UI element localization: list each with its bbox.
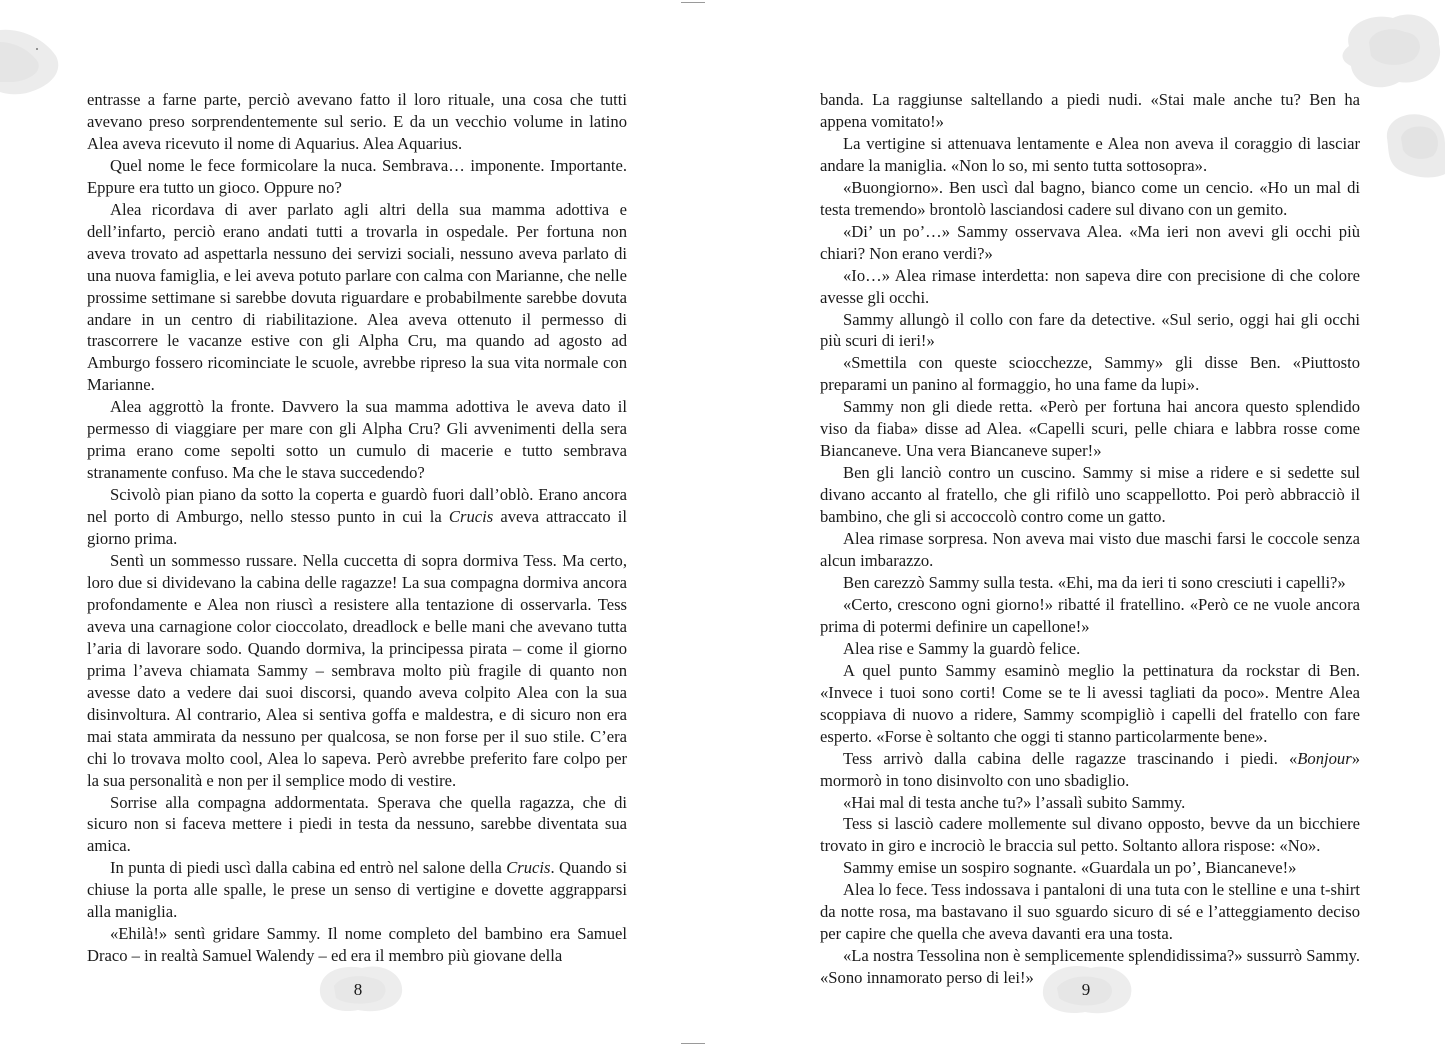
paragraph: Sammy emise un sospiro sognante. «Guardala un po’, Biancaneve!»	[843, 858, 1297, 878]
paragraph: Ben gli lanciò contro un cuscino. Sammy si mise a ridere e si sedette sul divano accanto al fratello, che gli rifilò uno scappellotto. Poi però abbracciò il bambino, che gli si accoccolò contro come un gatto.	[820, 463, 1360, 527]
paragraph: Ben carezzò Sammy sulla testa. «Ehi, ma da ieri ti sono cresciuti i capelli?»	[843, 572, 1346, 592]
paragraph: Sorrise alla compagna addormentata. Sperava che quella ragazza, che di sicuro non si faceva mettere i piedi in testa da nessuno, sarebbe diventata sua amica.	[87, 792, 627, 856]
paragraph: «Certo, crescono ogni giorno!» ribatté il fratellino. «Però ce ne vuole ancora prima di potermi definire un capellone!»	[820, 594, 1360, 636]
ink-speck	[36, 48, 38, 50]
paragraph: entrasse a farne parte, perciò avevano fatto il loro rituale, una cosa che tutti avevano preso sorprendentemente sul serio. E da un vecchio volume in latino Alea aveva ricevuto il nome di Aquarius. Alea Aquarius.	[87, 90, 627, 153]
paragraph: Alea lo fece. Tess indossava i pantaloni di una tuta con le stelline e una t-shirt da notte rosa, ma bastavano il suo sguardo sicuro di sé e l’atteggiamento deciso per capire che quella che aveva davanti era una tosta.	[820, 880, 1360, 944]
watercolor-blot-right-edge	[1377, 108, 1445, 180]
paragraph: Alea rimase sorpresa. Non aveva mai visto due maschi farsi le coccole senza alcun imbarazzo.	[820, 529, 1360, 571]
paragraph: banda. La raggiunse saltellando a piedi nudi. «Stai male anche tu? Ben ha appena vomitato!»	[820, 90, 1360, 131]
paragraph: «Ehilà!» sentì gridare Sammy. Il nome completo del bambino era Samuel Draco – in realtà Samuel Walendy – ed era il membro più giovane della	[87, 924, 627, 966]
paragraph: Scivolò pian piano da sotto la coperta e guardò fuori dall’oblò. Erano ancora nel porto di Amburgo, nello stesso punto in cui la Crucis aveva attraccato il giorno prima.	[87, 485, 627, 549]
italic-word: Crucis	[506, 858, 551, 878]
paragraph: «Smettila con queste sciocchezze, Sammy» gli disse Ben. «Piuttosto preparami un panino al formaggio, ho una fame da lupi».	[820, 353, 1360, 395]
paragraph: Alea aggrottò la fronte. Davvero la sua mamma adottiva le aveva dato il permesso di viaggiare per mare con gli Alpha Cru? Gli avvenimenti della sera prima erano come sepolti sotto un cumulo di macerie e tutto sembrava stranamente confuso. Ma che le stava succedendo?	[87, 397, 627, 483]
paragraph: Sentì un sommesso russare. Nella cuccetta di sopra dormiva Tess. Ma certo, loro due si dividevano la cabina delle ragazze! La sua compagna dormiva ancora profondamente e Alea non riuscì a resistere alla tentazione di osservarla. Tess aveva una carnagione color cioccolato, dreadlock e belle mani che avevano tutta l’aria di lavorare sodo. Quando dormiva, la principessa pirata – come il giorno prima l’aveva chiamata Sammy – sembrava molto più fragile di quanto non avesse dato a vedere dai suoi discorsi, quando aveva colpito Alea con la sua disinvoltura. Al contrario, Alea si sentiva goffa e maldestra, e di sicuro non era mai stata ammirata da nessuno per qualcosa, se non forse per il suo stile. C’era chi lo trovava molto cool, Alea lo sapeva. Però avrebbe preferito fare colpo per la sua personalità e non per il semplice modo di vestire.	[87, 551, 627, 790]
paragraph: Sammy non gli diede retta. «Però per fortuna hai ancora questo splendido viso da fiaba» disse ad Alea. «Capelli scuri, pelle chiara e labbra rosse come Biancaneve. Una vera Biancaneve super!»	[820, 397, 1360, 461]
paragraph: «Io…» Alea rimase interdetta: non sapeva dire con precisione di che colore avesse gli occhi.	[820, 265, 1360, 307]
right-page	[723, 0, 1445, 1046]
left-page-text	[87, 89, 627, 967]
watercolor-blot-top-right	[1329, 6, 1445, 96]
paragraph: Tess si lasciò cadere mollemente sul divano opposto, bevve da un bicchiere trovato in giro e incrociò le braccia sul petto. Soltanto allora rispose: «No».	[820, 814, 1360, 856]
paragraph: Alea ricordava di aver parlato agli altri della sua mamma adottiva e dell’infarto, perciò erano andati tutti a trovarla in ospedale. Per fortuna non aveva trovato ad aspettarla nessuno dei servizi sociali, nessuno aveva parlato di una nuova famiglia, e lei aveva potuto parlare con calma con Marianne, che nelle prossime settimane si sarebbe dovuta riguardare e probabilmente sarebbe dovuta andare in un centro di riabilitazione. Alea aveva ottenuto il permesso di trascorrere le vacanze estive con gli Alpha Cru, ma quando ad agosto ad Amburgo fossero ricominciate le scuole, avrebbe ripreso la sua vita normale con Marianne.	[87, 199, 627, 395]
watercolor-blot-top-left	[0, 22, 80, 102]
page-number: 8	[353, 980, 363, 999]
right-page-text	[820, 89, 1360, 989]
paragraph: «Buongiorno». Ben uscì dal bagno, bianco come un cencio. «Ho un mal di testa tremendo» brontolò lasciandosi cadere sul divano con un gemito.	[820, 177, 1360, 219]
italic-word: Bonjour	[1297, 748, 1352, 768]
paragraph: Sammy allungò il collo con fare da detective. «Sul serio, oggi hai gli occhi più scuri di ieri!»	[820, 309, 1360, 351]
paragraph: «Di’ un po’…» Sammy osservava Alea. «Ma ieri non avevi gli occhi più chiari? Non erano verdi?»	[820, 221, 1360, 263]
italic-word: Crucis	[448, 507, 494, 527]
paragraph: In punta di piedi uscì dalla cabina ed entrò nel salone della Crucis. Quando si chiuse la porta alle spalle, le prese un senso di vertigine e dovette aggrapparsi alla maniglia.	[87, 858, 627, 922]
paragraph: «Hai mal di testa anche tu?» l’assalì subito Sammy.	[843, 792, 1186, 812]
left-page	[0, 0, 722, 1046]
paragraph: La vertigine si attenuava lentamente e Alea non aveva il coraggio di lasciar andare la maniglia. «Non lo so, mi sento tutta sottosopra».	[820, 133, 1360, 175]
paragraph: «La nostra Tessolina non è semplicemente splendidissima?» sussurrò Sammy. «Sono innamorato perso di lei!»	[820, 946, 1360, 988]
paragraph: Quel nome le fece formicolare la nuca. Sembrava… imponente. Importante. Eppure era tutto un gioco. Oppure no?	[87, 155, 627, 197]
paragraph: A quel punto Sammy esaminò meglio la pettinatura da rockstar di Ben. «Invece i tuoi sono corti! Come se te li avessi tagliati da poco». Mentre Alea scoppiava di nuovo a ridere, Sammy scompigliò i capelli del fratello con fare esperto. «Forse è soltanto che oggi ti stanno particolarmente bene».	[820, 660, 1360, 746]
paragraph: Alea rise e Sammy la guardò felice.	[843, 638, 1081, 658]
page-number: 9	[1081, 980, 1091, 999]
paragraph: Tess arrivò dalla cabina delle ragazze trascinando i piedi. «Bonjour» mormorò in tono disinvolto con uno sbadiglio.	[820, 748, 1360, 790]
